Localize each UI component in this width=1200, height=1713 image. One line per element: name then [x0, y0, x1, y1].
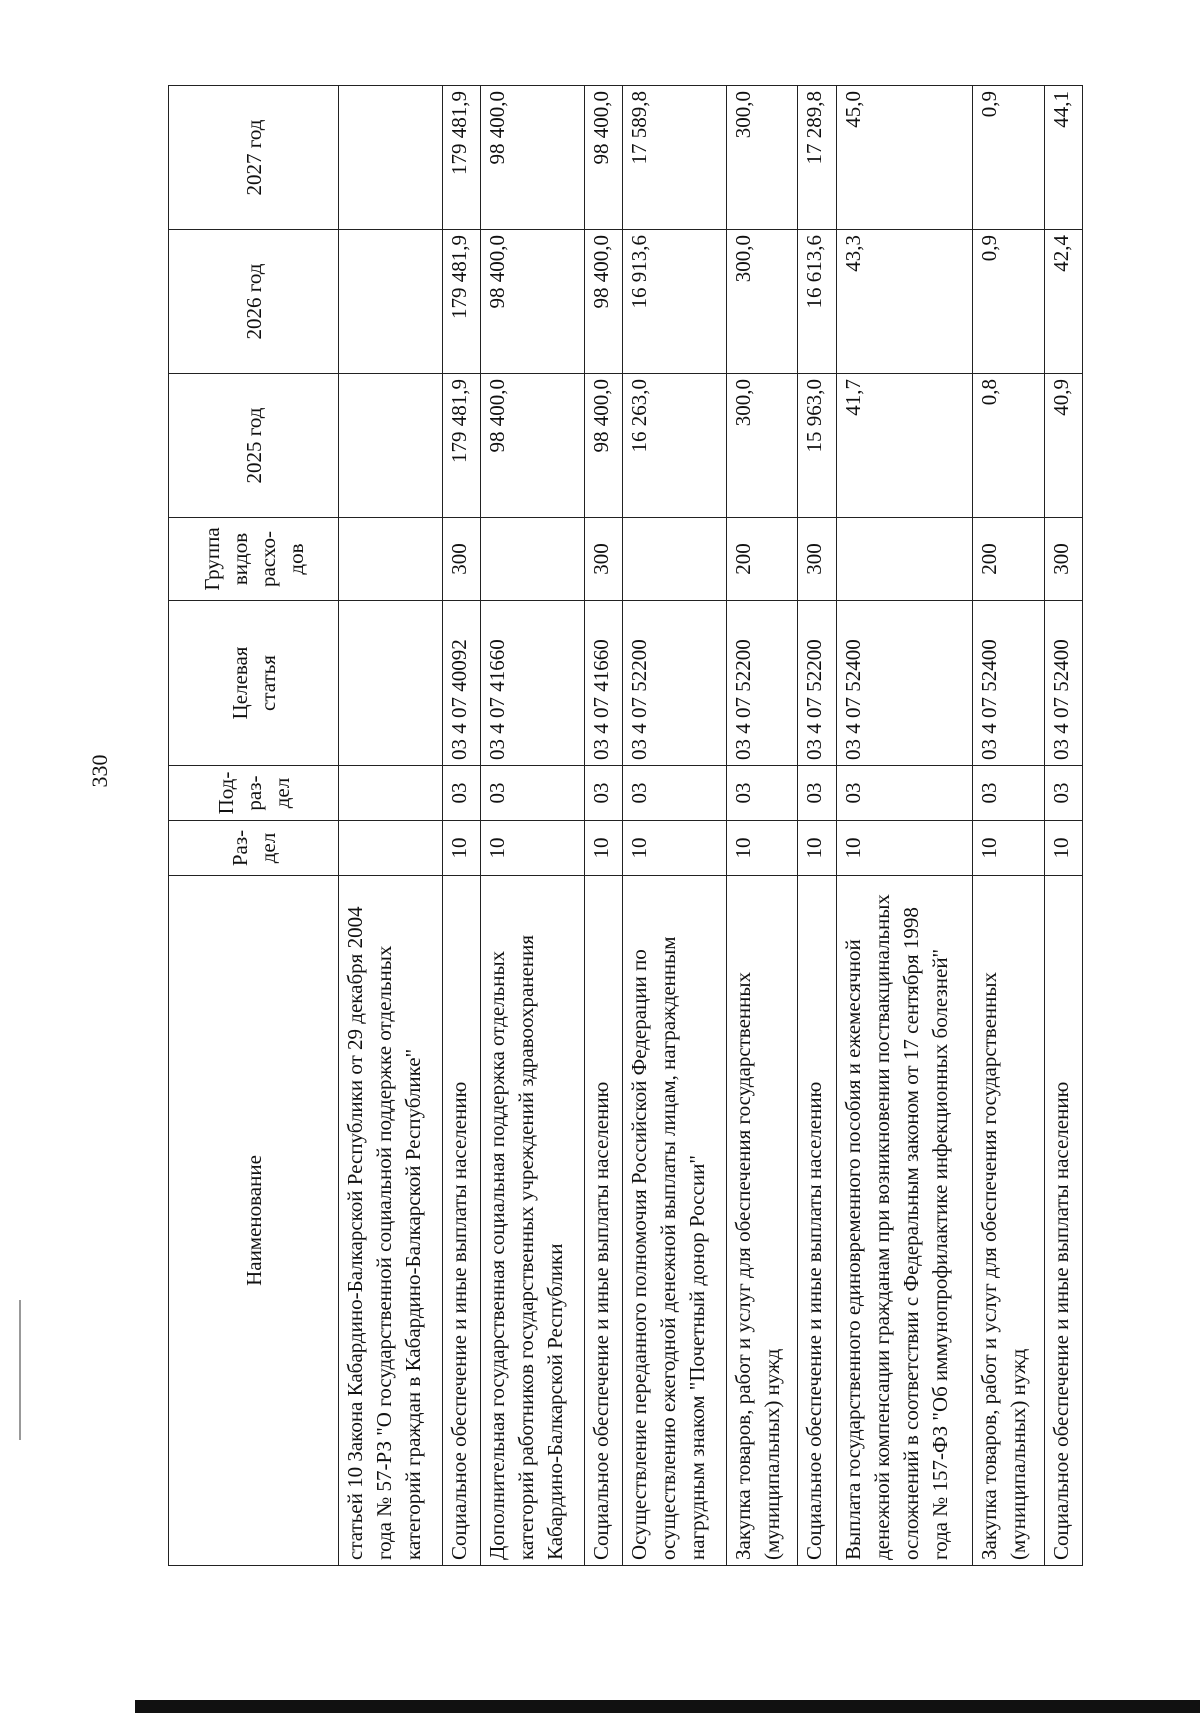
cell-celevaya: 03 4 07 52200	[727, 601, 798, 766]
cell-gruppa	[836, 518, 973, 601]
cell-podrazdel: 03	[727, 766, 798, 821]
cell-celevaya: 03 4 07 41660	[585, 601, 623, 766]
header-razdel: Раз- дел	[169, 821, 339, 876]
scan-bottom-edge	[135, 1700, 1200, 1713]
cell-2026: 0,9	[973, 230, 1044, 374]
cell-razdel: 10	[798, 821, 836, 876]
cell-celevaya: 03 4 07 52400	[973, 601, 1044, 766]
table-row	[1044, 86, 1082, 1566]
cell-name: Дополнительная государственная социальная поддержка отдельных категорий работников государственных учреждений здравоохранения Кабардино-Балкарской Республики	[481, 876, 585, 1566]
cell-razdel: 10	[623, 821, 727, 876]
table-row	[727, 86, 798, 1566]
cell-name: Социальное обеспечение и иные выплаты населению	[798, 876, 836, 1566]
cell-razdel: 10	[481, 821, 585, 876]
cell-2026: 300,0	[727, 230, 798, 374]
table-header-row	[169, 86, 339, 1566]
cell-name: Социальное обеспечение и иные выплаты населению	[442, 876, 480, 1566]
cell-celevaya: 03 4 07 52200	[798, 601, 836, 766]
cell-celevaya: 03 4 07 41660	[481, 601, 585, 766]
cell-razdel: 10	[442, 821, 480, 876]
cell-podrazdel: 03	[1044, 766, 1082, 821]
cell-name: Социальное обеспечение и иные выплаты населению	[1044, 876, 1082, 1566]
cell-celevaya: 03 4 07 52400	[836, 601, 973, 766]
cell-name: статьей 10 Закона Кабардино-Балкарской Республики от 29 декабря 2004 года № 57-РЗ "О государственной социальной поддержке отдельных категорий граждан в Кабардино-Балкарской Республике"	[339, 876, 443, 1566]
budget-table	[168, 85, 1083, 1566]
cell-2026: 98 400,0	[481, 230, 585, 374]
scan-margin-line	[19, 1300, 21, 1440]
header-gruppa-vidov-rashodov: Группа видов расхо- дов	[169, 518, 339, 601]
header-podrazdel: Под- раз- дел	[169, 766, 339, 821]
cell-2026: 98 400,0	[585, 230, 623, 374]
cell-razdel	[339, 821, 443, 876]
cell-2027: 0,9	[973, 86, 1044, 230]
header-year-2027: 2027 год	[169, 86, 339, 230]
header-year-2025: 2025 год	[169, 374, 339, 518]
cell-gruppa	[339, 518, 443, 601]
cell-podrazdel: 03	[836, 766, 973, 821]
table-row	[481, 86, 585, 1566]
cell-2025	[339, 374, 443, 518]
cell-gruppa: 200	[727, 518, 798, 601]
cell-gruppa: 300	[585, 518, 623, 601]
table-row	[585, 86, 623, 1566]
cell-2027: 98 400,0	[585, 86, 623, 230]
cell-2025: 98 400,0	[481, 374, 585, 518]
cell-2026: 42,4	[1044, 230, 1082, 374]
cell-name: Закупка товаров, работ и услуг для обеспечения государственных (муниципальных) нужд	[727, 876, 798, 1566]
cell-2026: 16 913,6	[623, 230, 727, 374]
cell-2027: 45,0	[836, 86, 973, 230]
cell-name: Осуществление переданного полномочия Российской Федерации по осуществлению ежегодной денежной выплаты лицам, награжденным нагрудным знаком "Почетный донор России"	[623, 876, 727, 1566]
cell-podrazdel: 03	[481, 766, 585, 821]
cell-razdel: 10	[1044, 821, 1082, 876]
cell-podrazdel	[339, 766, 443, 821]
cell-2027: 98 400,0	[481, 86, 585, 230]
cell-razdel: 10	[727, 821, 798, 876]
cell-celevaya: 03 4 07 52200	[623, 601, 727, 766]
cell-2025: 98 400,0	[585, 374, 623, 518]
cell-2025: 40,9	[1044, 374, 1082, 518]
header-name: Наименование	[169, 876, 339, 1566]
cell-2026: 179 481,9	[442, 230, 480, 374]
cell-2027: 179 481,9	[442, 86, 480, 230]
cell-2026: 43,3	[836, 230, 973, 374]
cell-2027	[339, 86, 443, 230]
cell-celevaya: 03 4 07 40092	[442, 601, 480, 766]
cell-gruppa: 300	[1044, 518, 1082, 601]
header-celevaya-statya: Целевая статья	[169, 601, 339, 766]
table-row	[798, 86, 836, 1566]
cell-2025: 300,0	[727, 374, 798, 518]
cell-2027: 17 289,8	[798, 86, 836, 230]
cell-razdel: 10	[585, 821, 623, 876]
table-row	[339, 86, 443, 1566]
cell-podrazdel: 03	[623, 766, 727, 821]
cell-2025: 0,8	[973, 374, 1044, 518]
cell-name: Социальное обеспечение и иные выплаты населению	[585, 876, 623, 1566]
cell-podrazdel: 03	[973, 766, 1044, 821]
rotated-page-content	[168, 86, 1083, 1566]
header-year-2026: 2026 год	[169, 230, 339, 374]
cell-name: Выплата государственного единовременного пособия и ежемесячной денежной компенсации гражданам при возникновении поствакцинальных осложнений в соответствии с Федеральным законом от 17 сентября 1998 года № 157-ФЗ "Об иммунопрофилактике инфекционных болезней"	[836, 876, 973, 1566]
cell-2025: 16 263,0	[623, 374, 727, 518]
cell-razdel: 10	[836, 821, 973, 876]
cell-celevaya	[339, 601, 443, 766]
cell-celevaya: 03 4 07 52400	[1044, 601, 1082, 766]
cell-2025: 41,7	[836, 374, 973, 518]
cell-gruppa: 300	[798, 518, 836, 601]
cell-razdel: 10	[973, 821, 1044, 876]
cell-2025: 15 963,0	[798, 374, 836, 518]
table-row	[836, 86, 973, 1566]
cell-2027: 17 589,8	[623, 86, 727, 230]
table-row	[973, 86, 1044, 1566]
cell-podrazdel: 03	[798, 766, 836, 821]
cell-podrazdel: 03	[442, 766, 480, 821]
cell-name: Закупка товаров, работ и услуг для обеспечения государственных (муниципальных) нужд	[973, 876, 1044, 1566]
page-number: 330	[87, 754, 112, 788]
table-row	[442, 86, 480, 1566]
cell-2027: 44,1	[1044, 86, 1082, 230]
cell-2026: 16 613,6	[798, 230, 836, 374]
cell-2026	[339, 230, 443, 374]
cell-gruppa: 300	[442, 518, 480, 601]
cell-gruppa	[623, 518, 727, 601]
cell-podrazdel: 03	[585, 766, 623, 821]
table-row	[623, 86, 727, 1566]
cell-2025: 179 481,9	[442, 374, 480, 518]
cell-gruppa	[481, 518, 585, 601]
cell-gruppa: 200	[973, 518, 1044, 601]
cell-2027: 300,0	[727, 86, 798, 230]
